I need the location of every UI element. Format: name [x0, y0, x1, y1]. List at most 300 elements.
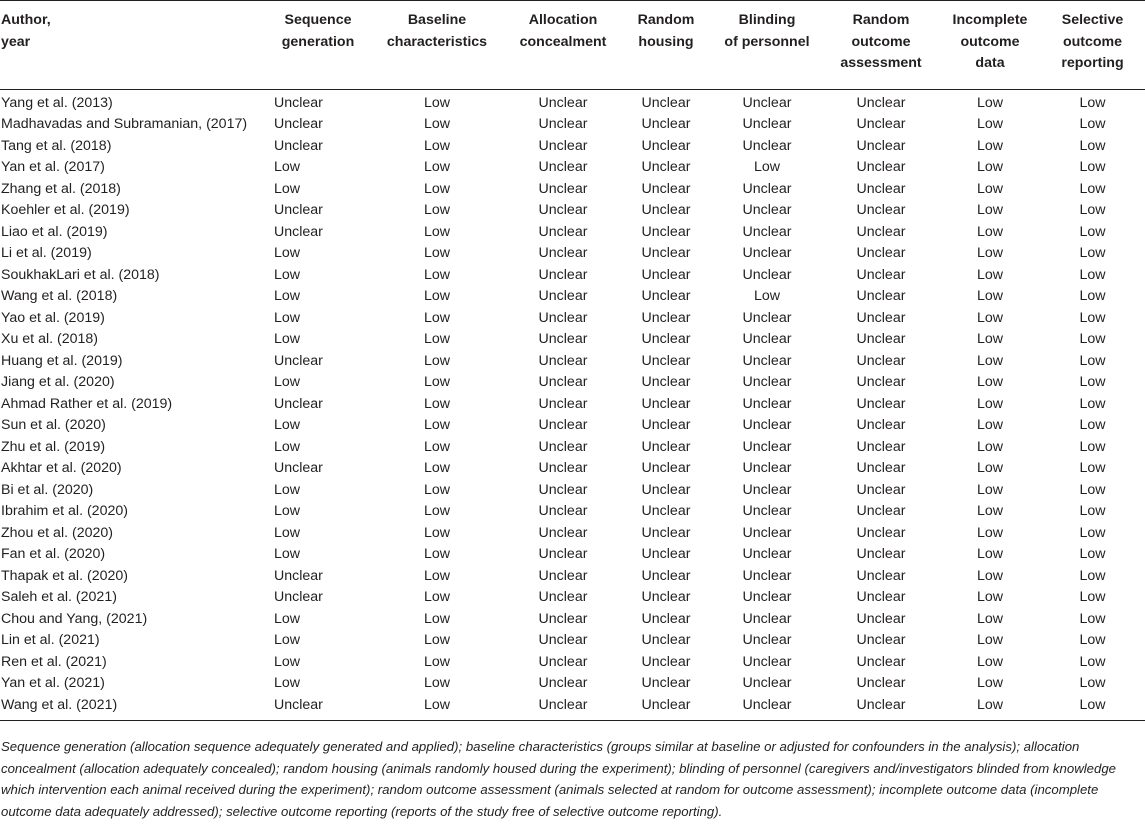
cell-incomplete-outcome-data: Low — [976, 503, 1004, 519]
cell-author-year: Koehler et al. (2019) — [1, 202, 130, 218]
cell-selective-outcome-reporting: Low — [1079, 288, 1106, 304]
cell-baseline-characteristics: Low — [423, 460, 451, 476]
cell-allocation-concealment: Unclear — [538, 352, 588, 369]
cell-author-year: Zhang et al. (2018) — [1, 180, 121, 197]
cell-sequence-generation: Unclear — [274, 94, 323, 111]
cell-incomplete-outcome-data: Low — [976, 524, 1004, 541]
cell-random-outcome-assessment: Unclear — [856, 675, 906, 691]
cell-blinding-of-personnel: Unclear — [742, 374, 792, 390]
cell-sequence-generation: Low — [274, 309, 301, 326]
cell-author-year: Yao et al. (2019) — [1, 309, 105, 326]
cell-blinding-of-personnel: Unclear — [742, 546, 792, 562]
cell-allocation-concealment: Unclear — [538, 116, 588, 132]
cell-sequence-generation: Unclear — [274, 116, 323, 132]
cell-baseline-characteristics: Low — [423, 589, 451, 605]
cell-blinding-of-personnel: Unclear — [742, 653, 792, 670]
cell-author-year: Li et al. (2019) — [1, 245, 92, 261]
cell-random-housing: Unclear — [641, 610, 691, 627]
cell-selective-outcome-reporting: Low — [1079, 460, 1106, 476]
cell-selective-outcome-reporting: Low — [1079, 137, 1106, 154]
cell-author-year: Huang et al. (2019) — [1, 352, 123, 369]
table-row — [0, 480, 1145, 502]
cell-author-year: Ibrahim et al. (2020) — [1, 503, 128, 519]
cell-incomplete-outcome-data: Low — [976, 481, 1004, 498]
table-row — [0, 114, 1145, 136]
table-row — [0, 136, 1145, 158]
cell-allocation-concealment: Unclear — [538, 481, 588, 498]
cell-random-housing: Unclear — [641, 438, 691, 455]
cell-incomplete-outcome-data: Low — [976, 180, 1004, 197]
cell-allocation-concealment: Unclear — [538, 94, 588, 111]
cell-baseline-characteristics: Low — [423, 546, 451, 562]
cell-blinding-of-personnel: Unclear — [742, 352, 792, 369]
cell-selective-outcome-reporting: Low — [1079, 331, 1106, 347]
cell-random-housing: Unclear — [641, 374, 691, 390]
cell-allocation-concealment: Unclear — [538, 589, 588, 605]
cell-random-housing: Unclear — [641, 567, 691, 584]
cell-random-outcome-assessment: Unclear — [856, 632, 906, 648]
cell-incomplete-outcome-data: Low — [976, 589, 1004, 605]
cell-blinding-of-personnel: Unclear — [742, 632, 792, 648]
cell-baseline-characteristics: Low — [423, 632, 451, 648]
cell-incomplete-outcome-data: Low — [976, 610, 1004, 627]
cell-blinding-of-personnel: Unclear — [742, 331, 792, 347]
cell-baseline-characteristics: Low — [423, 567, 451, 584]
cell-author-year: Zhou et al. (2020) — [1, 524, 113, 541]
header-random-housing: Random housing — [637, 12, 695, 50]
cell-random-outcome-assessment: Unclear — [856, 653, 906, 670]
header-selective-outcome-reporting: Selective outcome reporting — [1061, 12, 1124, 71]
cell-author-year: Fan et al. (2020) — [1, 546, 106, 562]
cell-sequence-generation: Unclear — [274, 589, 323, 605]
table-row — [0, 394, 1145, 416]
cell-sequence-generation: Unclear — [274, 460, 323, 476]
cell-random-outcome-assessment: Unclear — [856, 460, 906, 476]
cell-author-year: Ahmad Rather et al. (2019) — [1, 395, 173, 412]
table-row — [0, 652, 1145, 674]
cell-selective-outcome-reporting: Low — [1079, 245, 1106, 261]
cell-incomplete-outcome-data: Low — [976, 653, 1004, 670]
cell-author-year: Ren et al. (2021) — [1, 653, 107, 670]
cell-random-housing: Unclear — [641, 94, 691, 111]
cell-sequence-generation: Unclear — [274, 352, 323, 369]
cell-baseline-characteristics: Low — [423, 94, 451, 111]
cell-allocation-concealment: Unclear — [538, 137, 588, 154]
cell-baseline-characteristics: Low — [423, 653, 451, 670]
cell-random-housing: Unclear — [641, 481, 691, 498]
cell-baseline-characteristics: Low — [423, 159, 451, 175]
cell-incomplete-outcome-data: Low — [976, 460, 1004, 476]
cell-sequence-generation: Unclear — [274, 567, 323, 584]
cell-random-housing: Unclear — [641, 159, 691, 175]
cell-allocation-concealment: Unclear — [538, 503, 588, 519]
cell-incomplete-outcome-data: Low — [976, 417, 1004, 433]
cell-author-year: Yan et al. (2017) — [1, 159, 105, 175]
cell-selective-outcome-reporting: Low — [1079, 374, 1106, 390]
cell-random-outcome-assessment: Unclear — [856, 610, 906, 627]
cell-blinding-of-personnel: Unclear — [742, 417, 792, 433]
cell-blinding-of-personnel: Unclear — [742, 202, 792, 218]
cell-random-housing: Unclear — [641, 696, 691, 713]
table-row — [0, 609, 1145, 631]
cell-incomplete-outcome-data: Low — [976, 288, 1004, 304]
table-row — [0, 351, 1145, 373]
cell-sequence-generation: Unclear — [274, 202, 323, 218]
header-blinding-of-personnel: Blinding of personnel — [724, 12, 810, 50]
cell-sequence-generation: Low — [274, 524, 301, 541]
cell-random-housing: Unclear — [641, 632, 691, 648]
table-row — [0, 329, 1145, 351]
cell-random-outcome-assessment: Unclear — [856, 438, 906, 455]
cell-baseline-characteristics: Low — [423, 481, 451, 498]
cell-random-housing: Unclear — [641, 180, 691, 197]
header-baseline-characteristics: Baseline characteristics — [386, 12, 488, 50]
cell-baseline-characteristics: Low — [423, 417, 451, 433]
cell-author-year: Thapak et al. (2020) — [1, 567, 128, 584]
table-row — [0, 415, 1145, 437]
cell-incomplete-outcome-data: Low — [976, 567, 1004, 584]
cell-random-housing: Unclear — [641, 460, 691, 476]
cell-selective-outcome-reporting: Low — [1079, 503, 1106, 519]
cell-random-housing: Unclear — [641, 546, 691, 562]
table-row — [0, 286, 1145, 308]
cell-sequence-generation: Low — [274, 675, 301, 691]
cell-random-outcome-assessment: Unclear — [856, 395, 906, 412]
cell-blinding-of-personnel: Unclear — [742, 94, 792, 111]
cell-allocation-concealment: Unclear — [538, 266, 588, 283]
cell-blinding-of-personnel: Unclear — [742, 116, 792, 132]
cell-allocation-concealment: Unclear — [538, 417, 588, 433]
cell-sequence-generation: Unclear — [274, 395, 323, 412]
cell-blinding-of-personnel: Unclear — [742, 696, 792, 713]
cell-random-housing: Unclear — [641, 675, 691, 691]
cell-selective-outcome-reporting: Low — [1079, 417, 1106, 433]
table-row — [0, 630, 1145, 652]
cell-allocation-concealment: Unclear — [538, 202, 588, 218]
cell-author-year: Xu et al. (2018) — [1, 331, 99, 347]
cell-baseline-characteristics: Low — [423, 696, 451, 713]
cell-baseline-characteristics: Low — [423, 675, 451, 691]
cell-random-housing: Unclear — [641, 524, 691, 541]
cell-blinding-of-personnel: Unclear — [742, 460, 792, 476]
cell-sequence-generation: Low — [274, 610, 301, 627]
cell-allocation-concealment: Unclear — [538, 460, 588, 476]
cell-random-housing: Unclear — [641, 137, 691, 154]
cell-random-outcome-assessment: Unclear — [856, 137, 906, 154]
cell-author-year: Chou and Yang, (2021) — [1, 610, 148, 627]
cell-baseline-characteristics: Low — [423, 223, 451, 240]
cell-allocation-concealment: Unclear — [538, 245, 588, 261]
table-row — [0, 523, 1145, 545]
cell-random-housing: Unclear — [641, 266, 691, 283]
cell-random-outcome-assessment: Unclear — [856, 331, 906, 347]
cell-allocation-concealment: Unclear — [538, 632, 588, 648]
table-row — [0, 544, 1145, 566]
cell-baseline-characteristics: Low — [423, 352, 451, 369]
cell-incomplete-outcome-data: Low — [976, 352, 1004, 369]
cell-author-year: Jiang et al. (2020) — [1, 374, 115, 390]
cell-author-year: Madhavadas and Subramanian, (2017) — [1, 116, 248, 132]
cell-baseline-characteristics: Low — [423, 266, 451, 283]
cell-author-year: Tang et al. (2018) — [1, 137, 112, 154]
cell-blinding-of-personnel: Unclear — [742, 223, 792, 240]
cell-random-housing: Unclear — [641, 331, 691, 347]
cell-incomplete-outcome-data: Low — [976, 94, 1004, 111]
cell-allocation-concealment: Unclear — [538, 653, 588, 670]
cell-author-year: Wang et al. (2021) — [1, 696, 118, 713]
cell-author-year: Akhtar et al. (2020) — [1, 460, 122, 476]
cell-blinding-of-personnel: Unclear — [742, 180, 792, 197]
cell-selective-outcome-reporting: Low — [1079, 180, 1106, 197]
cell-blinding-of-personnel: Unclear — [742, 567, 792, 584]
cell-incomplete-outcome-data: Low — [976, 116, 1004, 132]
table-row — [0, 157, 1145, 179]
cell-selective-outcome-reporting: Low — [1079, 395, 1106, 412]
cell-baseline-characteristics: Low — [423, 288, 451, 304]
cell-blinding-of-personnel: Low — [753, 159, 781, 175]
cell-blinding-of-personnel: Unclear — [742, 395, 792, 412]
cell-blinding-of-personnel: Unclear — [742, 675, 792, 691]
cell-random-housing: Unclear — [641, 309, 691, 326]
cell-sequence-generation: Low — [274, 180, 301, 197]
cell-random-housing: Unclear — [641, 116, 691, 132]
cell-incomplete-outcome-data: Low — [976, 438, 1004, 455]
cell-baseline-characteristics: Low — [423, 245, 451, 261]
cell-blinding-of-personnel: Unclear — [742, 503, 792, 519]
cell-selective-outcome-reporting: Low — [1079, 223, 1106, 240]
cell-selective-outcome-reporting: Low — [1079, 159, 1106, 175]
table-row — [0, 566, 1145, 588]
cell-incomplete-outcome-data: Low — [976, 309, 1004, 326]
cell-random-housing: Unclear — [641, 589, 691, 605]
cell-random-outcome-assessment: Unclear — [856, 309, 906, 326]
header-sequence-generation: Sequence generation — [281, 12, 355, 50]
cell-random-outcome-assessment: Unclear — [856, 589, 906, 605]
cell-blinding-of-personnel: Unclear — [742, 309, 792, 326]
cell-allocation-concealment: Unclear — [538, 159, 588, 175]
cell-blinding-of-personnel: Unclear — [742, 266, 792, 283]
cell-blinding-of-personnel: Unclear — [742, 481, 792, 498]
table-row — [0, 308, 1145, 330]
cell-allocation-concealment: Unclear — [538, 288, 588, 304]
cell-random-housing: Unclear — [641, 503, 691, 519]
cell-selective-outcome-reporting: Low — [1079, 116, 1106, 132]
cell-allocation-concealment: Unclear — [538, 675, 588, 691]
cell-baseline-characteristics: Low — [423, 309, 451, 326]
table-row — [0, 265, 1145, 287]
cell-random-outcome-assessment: Unclear — [856, 374, 906, 390]
cell-sequence-generation: Low — [274, 632, 301, 648]
cell-baseline-characteristics: Low — [423, 116, 451, 132]
header-author-year: Author, year — [1, 12, 51, 50]
cell-sequence-generation: Low — [274, 653, 301, 670]
cell-allocation-concealment: Unclear — [538, 331, 588, 347]
cell-incomplete-outcome-data: Low — [976, 546, 1004, 562]
cell-author-year: Liao et al. (2019) — [1, 223, 108, 240]
header-random-outcome-assessment: Random outcome assessment — [840, 12, 922, 71]
table-row — [0, 587, 1145, 609]
cell-random-outcome-assessment: Unclear — [856, 567, 906, 584]
cell-allocation-concealment: Unclear — [538, 696, 588, 713]
cell-blinding-of-personnel: Unclear — [742, 610, 792, 627]
cell-selective-outcome-reporting: Low — [1079, 266, 1106, 283]
cell-allocation-concealment: Unclear — [538, 438, 588, 455]
table-row — [0, 200, 1145, 222]
cell-sequence-generation: Low — [274, 546, 301, 562]
cell-random-outcome-assessment: Unclear — [856, 94, 906, 111]
cell-random-outcome-assessment: Unclear — [856, 202, 906, 218]
cell-selective-outcome-reporting: Low — [1079, 610, 1106, 627]
cell-random-housing: Unclear — [641, 653, 691, 670]
cell-random-housing: Unclear — [641, 417, 691, 433]
cell-author-year: Yang et al. (2013) — [1, 94, 113, 111]
cell-author-year: Sun et al. (2020) — [1, 417, 106, 433]
header-allocation-concealment: Allocation concealment — [519, 12, 607, 50]
cell-sequence-generation: Low — [274, 288, 301, 304]
cell-random-housing: Unclear — [641, 245, 691, 261]
cell-incomplete-outcome-data: Low — [976, 395, 1004, 412]
cell-random-outcome-assessment: Unclear — [856, 223, 906, 240]
cell-baseline-characteristics: Low — [423, 395, 451, 412]
cell-selective-outcome-reporting: Low — [1079, 567, 1106, 584]
cell-baseline-characteristics: Low — [423, 438, 451, 455]
table-row — [0, 501, 1145, 523]
cell-random-outcome-assessment: Unclear — [856, 696, 906, 713]
cell-sequence-generation: Low — [274, 266, 301, 283]
cell-selective-outcome-reporting: Low — [1079, 94, 1106, 111]
table-header-row — [0, 1, 1145, 90]
cell-sequence-generation: Unclear — [274, 223, 323, 240]
cell-random-outcome-assessment: Unclear — [856, 266, 906, 283]
header-incomplete-outcome-data: Incomplete outcome data — [952, 12, 1028, 71]
cell-incomplete-outcome-data: Low — [976, 374, 1004, 390]
cell-baseline-characteristics: Low — [423, 524, 451, 541]
cell-allocation-concealment: Unclear — [538, 610, 588, 627]
cell-allocation-concealment: Unclear — [538, 180, 588, 197]
cell-incomplete-outcome-data: Low — [976, 245, 1004, 261]
cell-sequence-generation: Low — [274, 245, 301, 261]
cell-selective-outcome-reporting: Low — [1079, 589, 1106, 605]
cell-author-year: SoukhakLari et al. (2018) — [1, 266, 160, 283]
cell-incomplete-outcome-data: Low — [976, 137, 1004, 154]
cell-baseline-characteristics: Low — [423, 374, 451, 390]
cell-baseline-characteristics: Low — [423, 202, 451, 218]
cell-selective-outcome-reporting: Low — [1079, 696, 1106, 713]
cell-sequence-generation: Low — [274, 417, 301, 433]
cell-selective-outcome-reporting: Low — [1079, 309, 1106, 326]
cell-sequence-generation: Low — [274, 159, 301, 175]
cell-selective-outcome-reporting: Low — [1079, 438, 1106, 455]
cell-allocation-concealment: Unclear — [538, 223, 588, 240]
cell-sequence-generation: Low — [274, 374, 301, 390]
table-row — [0, 673, 1145, 695]
cell-allocation-concealment: Unclear — [538, 546, 588, 562]
cell-sequence-generation: Low — [274, 481, 301, 498]
cell-allocation-concealment: Unclear — [538, 567, 588, 584]
cell-random-housing: Unclear — [641, 395, 691, 412]
cell-incomplete-outcome-data: Low — [976, 632, 1004, 648]
cell-random-outcome-assessment: Unclear — [856, 546, 906, 562]
cell-random-outcome-assessment: Unclear — [856, 116, 906, 132]
table-row — [0, 89, 1145, 114]
cell-random-outcome-assessment: Unclear — [856, 180, 906, 197]
cell-sequence-generation: Low — [274, 503, 301, 519]
cell-blinding-of-personnel: Unclear — [742, 589, 792, 605]
cell-baseline-characteristics: Low — [423, 610, 451, 627]
cell-random-outcome-assessment: Unclear — [856, 503, 906, 519]
cell-sequence-generation: Low — [274, 331, 301, 347]
table-row — [0, 458, 1145, 480]
cell-incomplete-outcome-data: Low — [976, 696, 1004, 713]
cell-allocation-concealment: Unclear — [538, 374, 588, 390]
cell-blinding-of-personnel: Unclear — [742, 524, 792, 541]
cell-selective-outcome-reporting: Low — [1079, 546, 1106, 562]
cell-allocation-concealment: Unclear — [538, 524, 588, 541]
table-row — [0, 695, 1145, 721]
cell-random-outcome-assessment: Unclear — [856, 481, 906, 498]
cell-allocation-concealment: Unclear — [538, 309, 588, 326]
cell-selective-outcome-reporting: Low — [1079, 632, 1106, 648]
cell-sequence-generation: Unclear — [274, 137, 323, 154]
cell-incomplete-outcome-data: Low — [976, 159, 1004, 175]
cell-random-housing: Unclear — [641, 288, 691, 304]
cell-incomplete-outcome-data: Low — [976, 202, 1004, 218]
cell-baseline-characteristics: Low — [423, 180, 451, 197]
cell-author-year: Zhu et al. (2019) — [1, 438, 106, 455]
cell-random-outcome-assessment: Unclear — [856, 288, 906, 304]
cell-random-outcome-assessment: Unclear — [856, 352, 906, 369]
table-row — [0, 437, 1145, 459]
cell-random-outcome-assessment: Unclear — [856, 417, 906, 433]
cell-blinding-of-personnel: Unclear — [742, 245, 792, 261]
table-row — [0, 372, 1145, 394]
cell-random-outcome-assessment: Unclear — [856, 159, 906, 175]
cell-random-housing: Unclear — [641, 352, 691, 369]
cell-sequence-generation: Low — [274, 438, 301, 455]
cell-baseline-characteristics: Low — [423, 503, 451, 519]
cell-incomplete-outcome-data: Low — [976, 223, 1004, 240]
cell-author-year: Wang et al. (2018) — [1, 288, 118, 304]
cell-blinding-of-personnel: Unclear — [742, 438, 792, 455]
cell-random-housing: Unclear — [641, 223, 691, 240]
cell-allocation-concealment: Unclear — [538, 395, 588, 412]
cell-sequence-generation: Unclear — [274, 696, 323, 713]
table-row — [0, 222, 1145, 244]
cell-selective-outcome-reporting: Low — [1079, 653, 1106, 670]
table-footnote: Sequence generation (allocation sequence adequately generated and applied); baseline characteristics (groups similar at baseline or adjusted for confounders in the analysis); allocation concealment (allocation adequately concealed); random housing (animals randomly housed during the experiment); blinding of personnel (caregivers and/investigators blinded from knowledge which intervention each animal received during the experiment); random outcome assessment (animals selected at random for outcome assessment); incomplete outcome data (incomplete outcome data adequately addressed); selective outcome reporting (reports of the study free of selective outcome reporting). — [1, 739, 1116, 819]
cell-blinding-of-personnel: Low — [753, 288, 781, 304]
cell-random-housing: Unclear — [641, 202, 691, 218]
cell-incomplete-outcome-data: Low — [976, 675, 1004, 691]
cell-selective-outcome-reporting: Low — [1079, 524, 1106, 541]
cell-author-year: Lin et al. (2021) — [1, 632, 100, 648]
cell-author-year: Yan et al. (2021) — [1, 675, 105, 691]
cell-baseline-characteristics: Low — [423, 137, 451, 154]
cell-baseline-characteristics: Low — [423, 331, 451, 347]
cell-random-outcome-assessment: Unclear — [856, 245, 906, 261]
cell-selective-outcome-reporting: Low — [1079, 202, 1106, 218]
cell-author-year: Saleh et al. (2021) — [1, 589, 117, 605]
cell-author-year: Bi et al. (2020) — [1, 481, 94, 498]
cell-incomplete-outcome-data: Low — [976, 331, 1004, 347]
cell-selective-outcome-reporting: Low — [1079, 675, 1106, 691]
table-body — [0, 89, 1145, 721]
table-row — [0, 243, 1145, 265]
cell-selective-outcome-reporting: Low — [1079, 352, 1106, 369]
cell-selective-outcome-reporting: Low — [1079, 481, 1106, 498]
table-row — [0, 179, 1145, 201]
cell-blinding-of-personnel: Unclear — [742, 137, 792, 154]
